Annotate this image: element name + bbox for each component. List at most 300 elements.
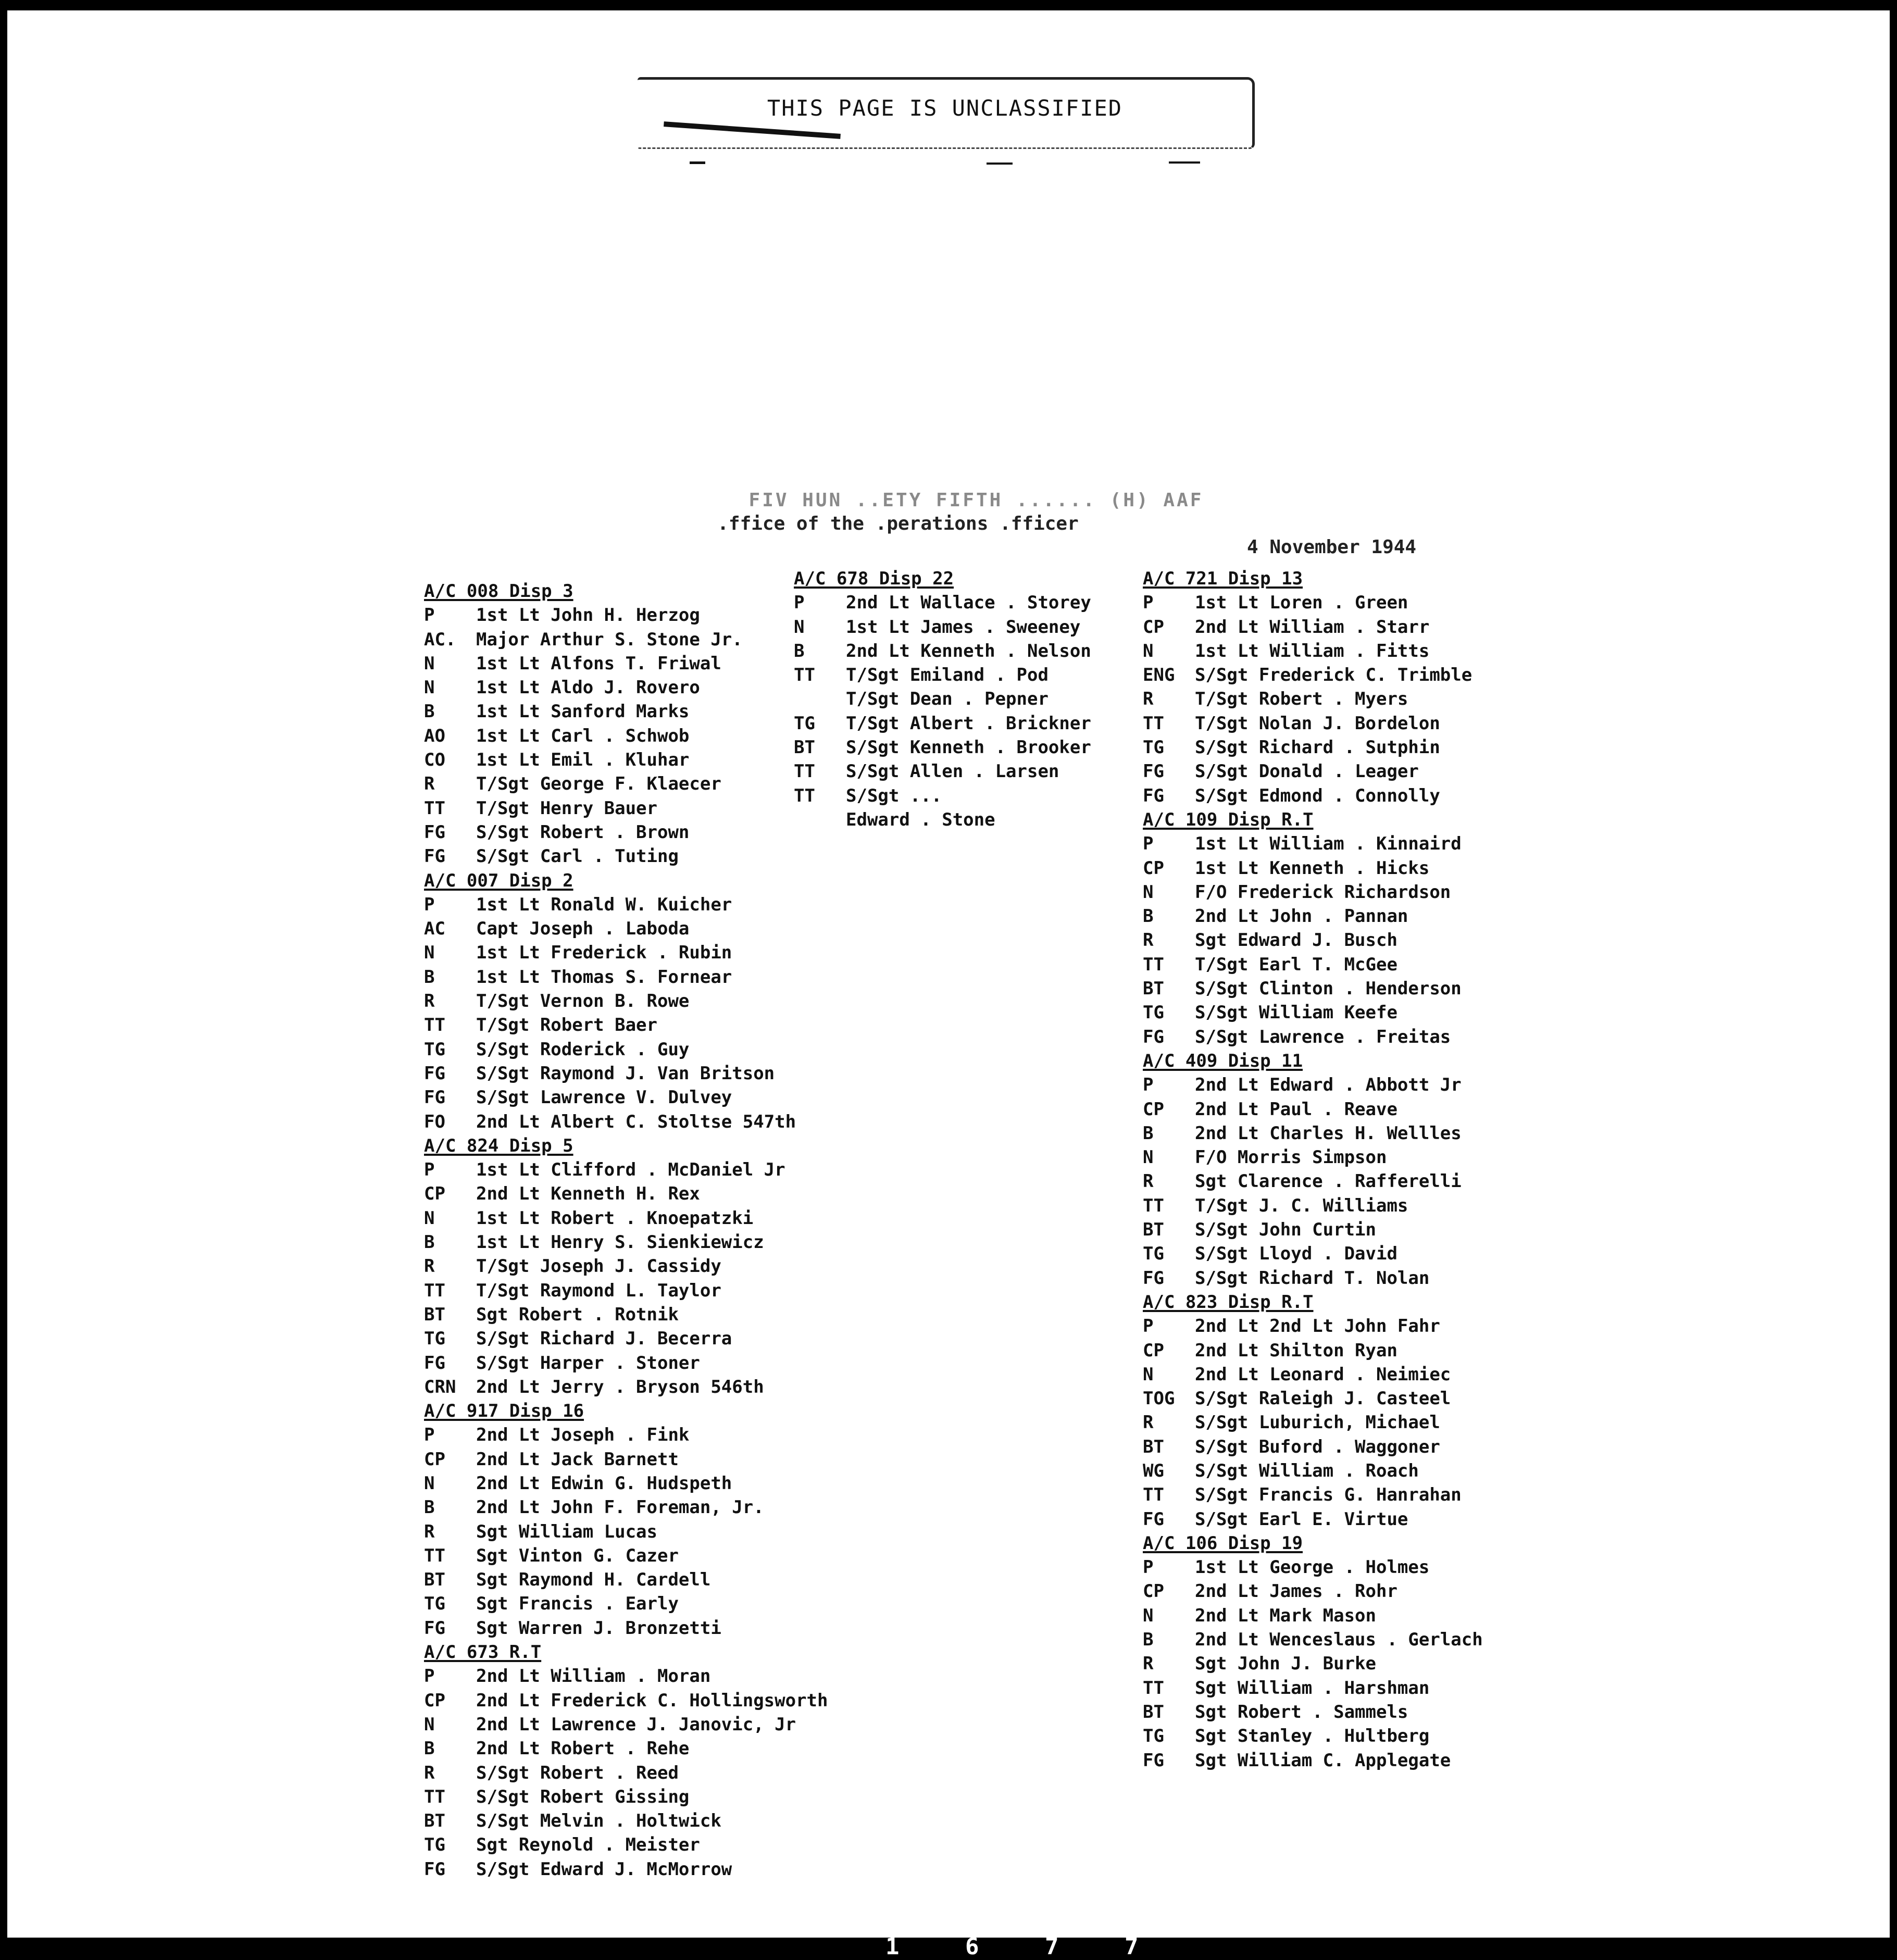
crew-position: B <box>424 966 435 988</box>
crew-position: R <box>424 991 435 1012</box>
crew-position: B <box>1143 1629 1154 1651</box>
crew-row <box>1143 1121 1483 1145</box>
crew-position: FG <box>1143 785 1164 806</box>
crew-member-name: S/Sgt Lawrence . Freitas <box>1195 1026 1451 1047</box>
crew-position: FG <box>424 1352 445 1374</box>
crew-row <box>424 1592 828 1616</box>
crew-row <box>424 796 828 820</box>
crew-member-name: Major Arthur S. Stone Jr. <box>476 629 743 650</box>
crew-position: TG <box>424 1039 445 1060</box>
aircraft-group-header: A/C 008 Disp 3 <box>424 581 573 602</box>
aircraft-group-header: A/C 109 Disp R.T <box>1143 809 1314 830</box>
crew-row <box>424 1230 828 1254</box>
crew-position: CP <box>1143 1581 1164 1602</box>
aircraft-group-header: A/C 678 Disp 22 <box>794 568 954 589</box>
crew-member-name: 1st Lt Loren . Green <box>1195 592 1408 614</box>
crew-member-name: 2nd Lt Wenceslaus . Gerlach <box>1195 1629 1483 1651</box>
crew-position: N <box>424 1714 435 1735</box>
crew-member-name: 2nd Lt Jack Barnett <box>476 1449 679 1470</box>
crew-row <box>1143 1749 1483 1772</box>
crew-member-name: 2nd Lt Paul . Reave <box>1195 1098 1397 1120</box>
aircraft-group-header: A/C 823 Disp R.T <box>1143 1291 1314 1313</box>
crew-position: FG <box>1143 1508 1164 1530</box>
crew-member-name: Sgt Raymond H. Cardell <box>476 1569 711 1591</box>
crew-member-name: F/O Morris Simpson <box>1195 1147 1387 1168</box>
crew-member-name: 2nd Lt Edwin G. Hudspeth <box>476 1472 732 1494</box>
crew-member-name: Edward . Stone <box>846 809 995 830</box>
crew-position: BT <box>424 1811 445 1832</box>
crew-row <box>1143 953 1483 977</box>
crew-position: TG <box>1143 1002 1164 1023</box>
crew-row <box>1143 1242 1483 1266</box>
crew-member-name: 1st Lt Kenneth . Hicks <box>1195 857 1430 879</box>
crew-position: P <box>424 605 435 626</box>
crew-member-name: T/Sgt Robert Baer <box>476 1015 657 1036</box>
crew-member-name: T/Sgt Raymond L. Taylor <box>476 1280 721 1301</box>
crew-row <box>1143 928 1483 952</box>
crew-member-name: S/Sgt Melvin . Holtwick <box>476 1811 721 1832</box>
crew-row <box>1143 856 1483 880</box>
crew-row <box>1143 1218 1483 1242</box>
aircraft-group-header: A/C 106 Disp 19 <box>1143 1532 1303 1554</box>
crew-position: TT <box>1143 1195 1164 1216</box>
crew-member-name: 2nd Lt Kenneth . Nelson <box>846 640 1091 661</box>
crew-row <box>424 1616 828 1640</box>
organization-heading: FIV HUN ..ETY FIFTH ...... (H) AAF <box>748 490 1204 511</box>
crew-position: B <box>424 701 435 722</box>
crew-row <box>424 1279 828 1303</box>
crew-row <box>1143 1339 1483 1363</box>
crew-position: FG <box>424 1087 445 1108</box>
crew-position: CP <box>1143 857 1164 879</box>
aircraft-group-header: A/C 409 Disp 11 <box>1143 1050 1303 1071</box>
crew-row <box>424 1520 828 1544</box>
aircraft-group-header: A/C 917 Disp 16 <box>424 1401 584 1422</box>
crew-member-name: S/Sgt Harper . Stoner <box>476 1352 700 1374</box>
crew-position: TG <box>794 713 815 734</box>
crew-row <box>424 700 828 723</box>
crew-row <box>424 724 828 748</box>
crew-row <box>424 1689 828 1713</box>
crew-member-name: 2nd Lt Robert . Rehe <box>476 1738 690 1759</box>
crew-row <box>424 1809 828 1833</box>
crew-position: N <box>1143 881 1154 903</box>
crew-member-name: 1st Lt Robert . Knoepatzki <box>476 1207 754 1229</box>
crew-row <box>1143 1483 1483 1507</box>
crew-member-name: Sgt William Lucas <box>476 1521 657 1542</box>
crew-member-name: 2nd Lt Shilton Ryan <box>1195 1340 1397 1361</box>
crew-position: TT <box>424 1280 445 1301</box>
crew-position: CP <box>1143 1340 1164 1361</box>
crew-row <box>424 772 828 796</box>
crew-column-right <box>1143 567 1483 1772</box>
crew-position: N <box>1143 1364 1154 1385</box>
crew-member-name: 2nd Lt 2nd Lt John Fahr <box>1195 1316 1440 1337</box>
crew-member-name: Capt Joseph . Laboda <box>476 918 690 940</box>
crew-row <box>1143 687 1483 711</box>
crew-row <box>424 676 828 700</box>
crew-column-left <box>424 579 828 1881</box>
crew-row <box>424 1254 828 1278</box>
crew-position: TT <box>1143 1484 1164 1506</box>
crew-position: CP <box>424 1690 445 1711</box>
crew-position: FG <box>424 1617 445 1639</box>
crew-row <box>424 628 828 652</box>
crew-member-name: T/Sgt Joseph J. Cassidy <box>476 1256 721 1277</box>
crew-member-name: S/Sgt Frederick C. Trimble <box>1195 665 1472 686</box>
crew-row <box>1143 1169 1483 1193</box>
crew-row <box>424 820 828 844</box>
crew-row <box>1143 1604 1483 1628</box>
crew-member-name: S/Sgt John Curtin <box>1195 1219 1376 1241</box>
crew-position: R <box>1143 1653 1154 1675</box>
crew-member-name: Sgt Stanley . Hultberg <box>1195 1726 1430 1747</box>
crew-row <box>424 1013 828 1037</box>
crew-row <box>424 1158 828 1182</box>
crew-row <box>1143 1628 1483 1652</box>
crew-position: R <box>1143 930 1154 951</box>
crew-member-name: 2nd Lt Charles H. Wellles <box>1195 1122 1462 1144</box>
crew-row <box>1143 880 1483 904</box>
crew-member-name: 2nd Lt Jerry . Bryson 546th <box>476 1376 764 1397</box>
crew-row <box>1143 1025 1483 1049</box>
crew-member-name: Sgt Robert . Sammels <box>1195 1701 1408 1722</box>
crew-row <box>424 893 828 917</box>
crew-row <box>424 1062 828 1085</box>
crew-position: TT <box>424 1545 445 1566</box>
crew-row <box>424 1327 828 1351</box>
crew-row <box>424 1182 828 1206</box>
crew-position: TT <box>1143 1677 1164 1699</box>
crew-position: N <box>1143 640 1154 661</box>
crew-member-name: 2nd Lt Lawrence J. Janovic, Jr <box>476 1714 796 1735</box>
crew-position: TG <box>1143 1243 1164 1265</box>
crew-position: N <box>794 616 805 638</box>
crew-member-name: 2nd Lt William . Moran <box>476 1666 711 1687</box>
crew-row <box>1143 1194 1483 1218</box>
crew-member-name: 1st Lt Thomas S. Fornear <box>476 966 732 988</box>
crew-member-name: Sgt Francis . Early <box>476 1593 679 1615</box>
crew-member-name: S/Sgt Robert Gissing <box>476 1786 690 1807</box>
crew-member-name: T/Sgt J. C. Williams <box>1195 1195 1408 1216</box>
crew-row <box>1143 1097 1483 1121</box>
crew-position: FG <box>424 1063 445 1084</box>
crew-member-name: S/Sgt William . Roach <box>1195 1460 1419 1481</box>
crew-position: P <box>1143 1075 1154 1096</box>
crew-position: TT <box>794 785 815 806</box>
crew-row <box>424 1375 828 1399</box>
crew-position: AC. <box>424 629 456 650</box>
crew-row <box>1143 1676 1483 1700</box>
crew-member-name: 2nd Lt James . Rohr <box>1195 1581 1397 1602</box>
crew-position: BT <box>1143 1701 1164 1722</box>
aircraft-group-header: A/C 673 R.T <box>424 1642 542 1663</box>
crew-row <box>1143 639 1483 663</box>
crew-position: TT <box>424 1015 445 1036</box>
crew-row <box>424 1110 828 1134</box>
crew-row <box>1143 1724 1483 1748</box>
crew-position: B <box>424 1738 435 1759</box>
crew-row <box>1143 1652 1483 1676</box>
crew-position: BT <box>1143 1436 1164 1457</box>
crew-member-name: 1st Lt Emil . Kluhar <box>476 750 690 771</box>
crew-position: FG <box>424 1858 445 1880</box>
smudge-mark <box>1169 161 1200 164</box>
crew-position: TG <box>1143 1726 1164 1747</box>
crew-member-name: F/O Frederick Richardson <box>1195 881 1451 903</box>
crew-member-name: S/Sgt Earl E. Virtue <box>1195 1508 1408 1530</box>
crew-row <box>794 639 1091 663</box>
crew-row <box>424 1664 828 1688</box>
crew-position: CP <box>1143 1098 1164 1120</box>
classification-text: THIS PAGE IS UNCLASSIFIED <box>767 95 1123 121</box>
crew-member-name: S/Sgt Clinton . Henderson <box>1195 978 1462 1000</box>
crew-member-name: S/Sgt Edmond . Connolly <box>1195 785 1440 806</box>
crew-row <box>424 989 828 1013</box>
crew-row <box>424 1038 828 1062</box>
crew-row <box>1143 1459 1483 1483</box>
crew-position: P <box>1143 1316 1154 1337</box>
crew-row <box>424 917 828 941</box>
crew-member-name: S/Sgt ... <box>846 785 942 806</box>
crew-row <box>1143 1145 1483 1169</box>
crew-position: N <box>424 653 435 674</box>
crew-member-name: S/Sgt Raymond J. Van Britson <box>476 1063 775 1084</box>
crew-row <box>424 1833 828 1857</box>
crew-position: AC <box>424 918 445 940</box>
page-number: 1 6 7 7 <box>885 1933 1165 1960</box>
crew-member-name: 1st Lt Alfons T. Friwal <box>476 653 721 674</box>
crew-position: R <box>424 1521 435 1542</box>
crew-member-name: 2nd Lt Mark Mason <box>1195 1605 1376 1626</box>
crew-row <box>424 1471 828 1495</box>
crew-row <box>794 735 1091 759</box>
crew-row <box>794 615 1091 639</box>
crew-member-name: S/Sgt Lawrence V. Dulvey <box>476 1087 732 1108</box>
crew-row <box>1143 1555 1483 1579</box>
crew-row <box>1143 1266 1483 1290</box>
crew-member-name: T/Sgt Robert . Myers <box>1195 689 1408 710</box>
crew-position: N <box>424 1472 435 1494</box>
crew-position: R <box>1143 1412 1154 1433</box>
crew-member-name: 1st Lt Clifford . McDaniel Jr <box>476 1159 785 1181</box>
crew-member-name: Sgt William C. Applegate <box>1195 1750 1451 1771</box>
crew-row <box>424 1713 828 1737</box>
crew-position: FG <box>1143 761 1164 782</box>
crew-member-name: Sgt Reynold . Meister <box>476 1834 700 1856</box>
crew-member-name: T/Sgt Nolan J. Bordelon <box>1195 713 1440 734</box>
crew-member-name: S/Sgt William Keefe <box>1195 1002 1397 1023</box>
crew-position: N <box>1143 1147 1154 1168</box>
crew-member-name: Sgt Vinton G. Cazer <box>476 1545 679 1566</box>
crew-position: TT <box>794 761 815 782</box>
crew-position: BT <box>1143 978 1164 1000</box>
crew-member-name: Sgt Warren J. Bronzetti <box>476 1617 721 1639</box>
crew-member-name: 1st Lt Aldo J. Rovero <box>476 677 700 698</box>
crew-member-name: S/Sgt Richard T. Nolan <box>1195 1267 1430 1289</box>
crew-row <box>424 652 828 676</box>
crew-position: BT <box>424 1304 445 1325</box>
crew-member-name: S/Sgt Robert . Reed <box>476 1762 679 1783</box>
crew-row <box>1143 615 1483 639</box>
crew-member-name: 1st Lt Frederick . Rubin <box>476 942 732 964</box>
aircraft-group-header: A/C 721 Disp 13 <box>1143 568 1303 589</box>
crew-member-name: S/Sgt Carl . Tuting <box>476 846 679 867</box>
crew-position: TG <box>424 1593 445 1615</box>
crew-position: N <box>424 942 435 964</box>
crew-position <box>794 808 846 832</box>
crew-member-name: T/Sgt Henry Bauer <box>476 797 657 819</box>
crew-row <box>1143 977 1483 1001</box>
crew-column-middle <box>794 567 1091 832</box>
crew-member-name: S/Sgt Roderick . Guy <box>476 1039 690 1060</box>
crew-member-name: 2nd Lt John . Pannan <box>1195 906 1408 927</box>
aircraft-group-header: A/C 007 Disp 2 <box>424 870 573 891</box>
crew-member-name: 2nd Lt Edward . Abbott Jr <box>1195 1075 1462 1096</box>
crew-row <box>424 1785 828 1809</box>
crew-position: FG <box>1143 1026 1164 1047</box>
crew-row <box>424 748 828 772</box>
crew-position <box>794 687 846 711</box>
crew-position: P <box>424 1666 435 1687</box>
crew-row <box>424 603 828 627</box>
crew-position: CRN <box>424 1376 456 1397</box>
crew-member-name: T/Sgt Albert . Brickner <box>846 713 1091 734</box>
crew-member-name: 1st Lt George . Holmes <box>1195 1557 1430 1578</box>
crew-position: CP <box>1143 616 1164 638</box>
crew-position: P <box>1143 833 1154 855</box>
crew-member-name: 2nd Lt Frederick C. Hollingsworth <box>476 1690 828 1711</box>
crew-row <box>1143 1700 1483 1724</box>
crew-position: R <box>1143 1171 1154 1192</box>
crew-row <box>1143 904 1483 928</box>
crew-member-name: 1st Lt William . Fitts <box>1195 640 1430 661</box>
crew-row <box>794 663 1091 687</box>
crew-row <box>424 1447 828 1471</box>
aircraft-group-header: A/C 824 Disp 5 <box>424 1135 573 1156</box>
crew-position: P <box>1143 1557 1154 1578</box>
crew-position: P <box>1143 592 1154 614</box>
document-date: 4 November 1944 <box>1247 536 1417 558</box>
crew-row <box>424 965 828 989</box>
crew-member-name: S/Sgt Raleigh J. Casteel <box>1195 1388 1451 1409</box>
document-page <box>7 10 1890 1938</box>
crew-position: R <box>424 1256 435 1277</box>
crew-row <box>424 1568 828 1592</box>
crew-member-name: S/Sgt Francis G. Hanrahan <box>1195 1484 1462 1506</box>
crew-member-name: S/Sgt Robert . Brown <box>476 821 690 843</box>
crew-row <box>1143 1314 1483 1338</box>
crew-member-name: S/Sgt Lloyd . David <box>1195 1243 1397 1265</box>
crew-member-name: 1st Lt Sanford Marks <box>476 701 690 722</box>
crew-row <box>1143 591 1483 615</box>
crew-row <box>1143 1579 1483 1603</box>
crew-position: TT <box>1143 954 1164 975</box>
crew-row <box>424 844 828 868</box>
crew-row <box>1143 1363 1483 1387</box>
crew-member-name: 1st Lt William . Kinnaird <box>1195 833 1462 855</box>
crew-member-name: Sgt Clarence . Rafferelli <box>1195 1171 1462 1192</box>
crew-position: WG <box>1143 1460 1164 1481</box>
crew-row <box>1143 1435 1483 1459</box>
crew-member-name: T/Sgt Vernon B. Rowe <box>476 991 690 1012</box>
crew-row <box>794 687 1091 711</box>
crew-member-name: 1st Lt James . Sweeney <box>846 616 1081 638</box>
classification-banner <box>638 77 1255 149</box>
crew-row <box>424 1857 828 1881</box>
crew-row <box>1143 735 1483 759</box>
crew-row <box>424 1206 828 1230</box>
crew-row <box>794 759 1091 783</box>
office-heading: .ffice of the .perations .fficer <box>717 513 1079 534</box>
crew-row <box>1143 759 1483 783</box>
crew-row <box>1143 711 1483 735</box>
crew-member-name: 2nd Lt Albert C. Stoltse 547th <box>476 1111 796 1132</box>
crew-position: R <box>1143 689 1154 710</box>
crew-row <box>424 1761 828 1785</box>
crew-row <box>794 784 1091 808</box>
crew-member-name: 2nd Lt Leonard . Neimiec <box>1195 1364 1451 1385</box>
crew-position: TG <box>424 1328 445 1350</box>
crew-member-name: 2nd Lt Wallace . Storey <box>846 592 1091 614</box>
crew-position: P <box>424 894 435 915</box>
crew-row <box>1143 1410 1483 1434</box>
crew-position: BT <box>1143 1219 1164 1241</box>
smudge-mark <box>987 163 1013 165</box>
crew-row <box>424 1423 828 1447</box>
crew-position: TT <box>794 665 815 686</box>
crew-position: P <box>424 1159 435 1181</box>
crew-position: TT <box>1143 713 1164 734</box>
crew-position: N <box>424 1207 435 1229</box>
crew-member-name: 2nd Lt John F. Foreman, Jr. <box>476 1497 764 1518</box>
crew-row <box>424 941 828 965</box>
crew-row <box>424 1737 828 1761</box>
crew-row <box>1143 784 1483 808</box>
crew-row <box>1143 832 1483 856</box>
crew-row <box>794 711 1091 735</box>
crew-position: BT <box>424 1569 445 1591</box>
crew-position: FG <box>1143 1750 1164 1771</box>
crew-position: N <box>424 677 435 698</box>
crew-member-name: 1st Lt Ronald W. Kuicher <box>476 894 732 915</box>
crew-row <box>424 1495 828 1519</box>
crew-position: N <box>1143 1605 1154 1626</box>
crew-position: B <box>794 640 805 661</box>
crew-member-name: S/Sgt Buford . Waggoner <box>1195 1436 1440 1457</box>
crew-member-name: T/Sgt Emiland . Pod <box>846 665 1049 686</box>
crew-position: FO <box>424 1111 445 1132</box>
crew-member-name: Sgt William . Harshman <box>1195 1677 1430 1699</box>
crew-position: BT <box>794 737 815 758</box>
crew-row <box>794 808 1091 832</box>
crew-row <box>1143 1387 1483 1410</box>
crew-row <box>1143 1001 1483 1025</box>
crew-position: R <box>424 773 435 795</box>
crew-position: TT <box>424 1786 445 1807</box>
crew-position: TG <box>1143 737 1164 758</box>
crew-member-name: 2nd Lt William . Starr <box>1195 616 1430 638</box>
crew-member-name: T/Sgt Earl T. McGee <box>1195 954 1397 975</box>
crew-position: CP <box>424 1183 445 1205</box>
crew-member-name: Sgt Edward J. Busch <box>1195 930 1397 951</box>
crew-member-name: S/Sgt Edward J. McMorrow <box>476 1858 732 1880</box>
crew-position: FG <box>424 846 445 867</box>
crew-row <box>1143 1073 1483 1097</box>
crew-row <box>1143 1507 1483 1531</box>
crew-member-name: S/Sgt Richard . Sutphin <box>1195 737 1440 758</box>
crew-position: B <box>1143 1122 1154 1144</box>
